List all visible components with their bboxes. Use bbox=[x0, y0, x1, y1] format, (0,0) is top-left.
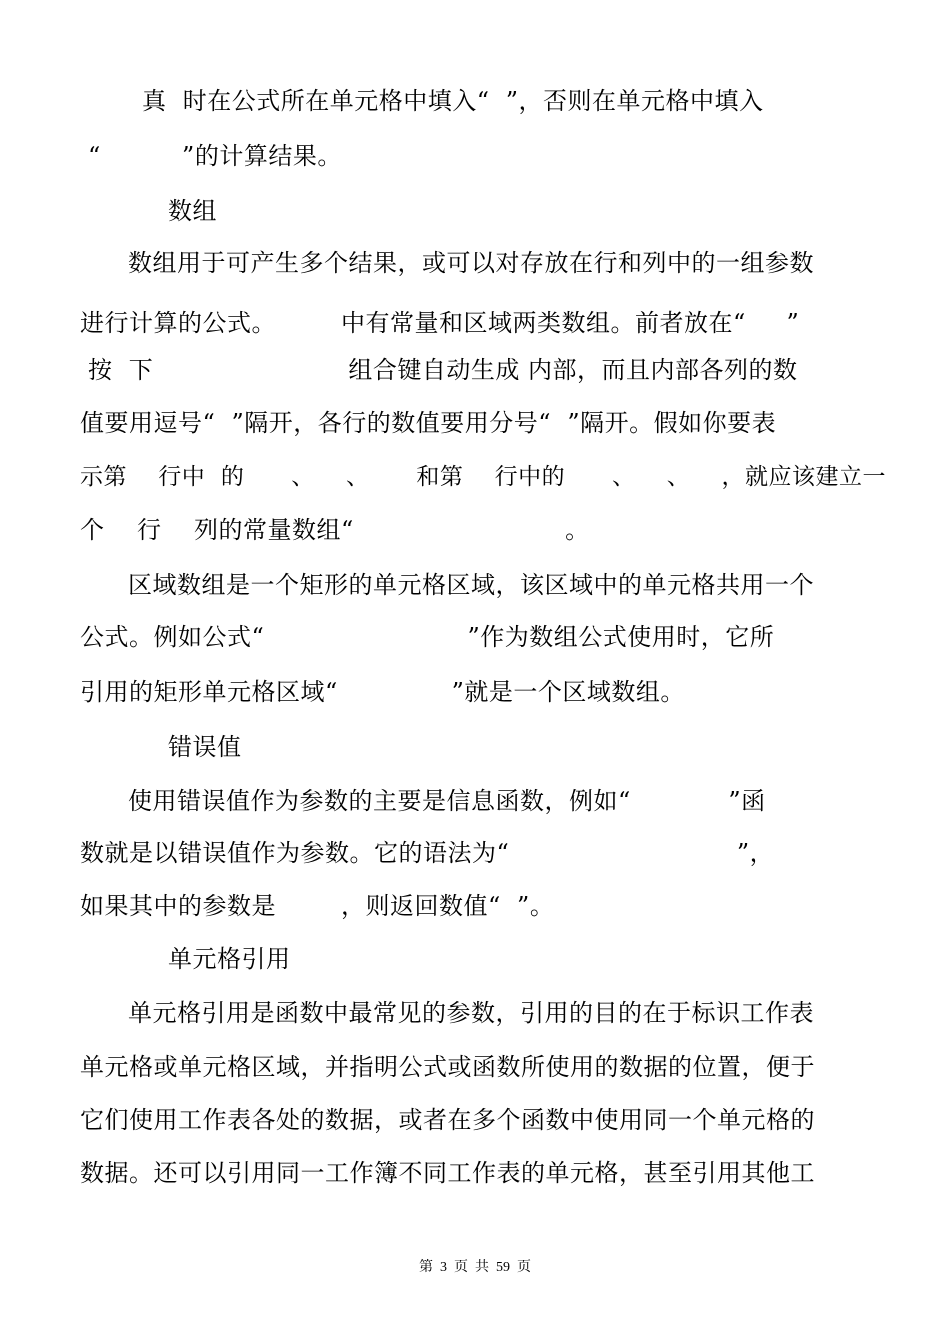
body-line-2: “ ”的计算结果。 bbox=[88, 142, 342, 170]
section-heading-array: 数组 bbox=[168, 197, 217, 225]
body-line-8: 示第 行中 的 、 、 和第 行中的 、 、 ，就应该建立一 bbox=[80, 464, 886, 490]
body-line-14: 使用错误值作为参数的主要是信息函数，例如“ ”函 bbox=[128, 787, 766, 815]
body-line-10: 区域数组是一个矩形的单元格区域，该区域中的单元格共用一个 bbox=[128, 571, 814, 599]
section-heading-error-value: 错误值 bbox=[168, 733, 242, 761]
body-line-16: 如果其中的参数是 ，则返回数值“ ”。 bbox=[80, 892, 555, 920]
body-line-20: 它们使用工作表各处的数据，或者在多个函数中使用同一个单元格的 bbox=[80, 1106, 815, 1134]
body-line-9: 个 行 列的常量数组“ 。 bbox=[80, 516, 590, 544]
body-line-4: 数组用于可产生多个结果，或可以对存放在行和列中的一组参数 bbox=[128, 249, 814, 277]
body-line-6: 按 下 组合键自动生成 内部，而且内部各列的数 bbox=[88, 356, 798, 384]
body-line-15: 数就是以错误值作为参数。它的语法为“ ”， bbox=[80, 839, 775, 867]
page-number-footer: 第 3 页 共 59 页 bbox=[419, 1260, 531, 1275]
body-line-19: 单元格或单元格区域，并指明公式或函数所使用的数据的位置，便于 bbox=[80, 1053, 815, 1081]
body-line-18: 单元格引用是函数中最常见的参数，引用的目的在于标识工作表 bbox=[128, 999, 814, 1027]
body-line-1: 真 时在公式所在单元格中填入“ ”，否则在单元格中填入 bbox=[142, 87, 764, 115]
body-line-5: 进行计算的公式。 中有常量和区域两类数组。前者放在“ ” bbox=[80, 309, 800, 337]
body-line-11: 公式。例如公式“ ”作为数组公式使用时，它所 bbox=[80, 623, 775, 651]
body-line-21: 数据。还可以引用同一工作簿不同工作表的单元格，甚至引用其他工 bbox=[80, 1159, 815, 1187]
body-line-7: 值要用逗号“ ”隔开，各行的数值要用分号“ ”隔开。假如你要表 bbox=[80, 409, 777, 437]
section-heading-cell-reference: 单元格引用 bbox=[168, 945, 291, 973]
body-line-12: 引用的矩形单元格区域“ ”就是一个区域数组。 bbox=[80, 678, 685, 706]
